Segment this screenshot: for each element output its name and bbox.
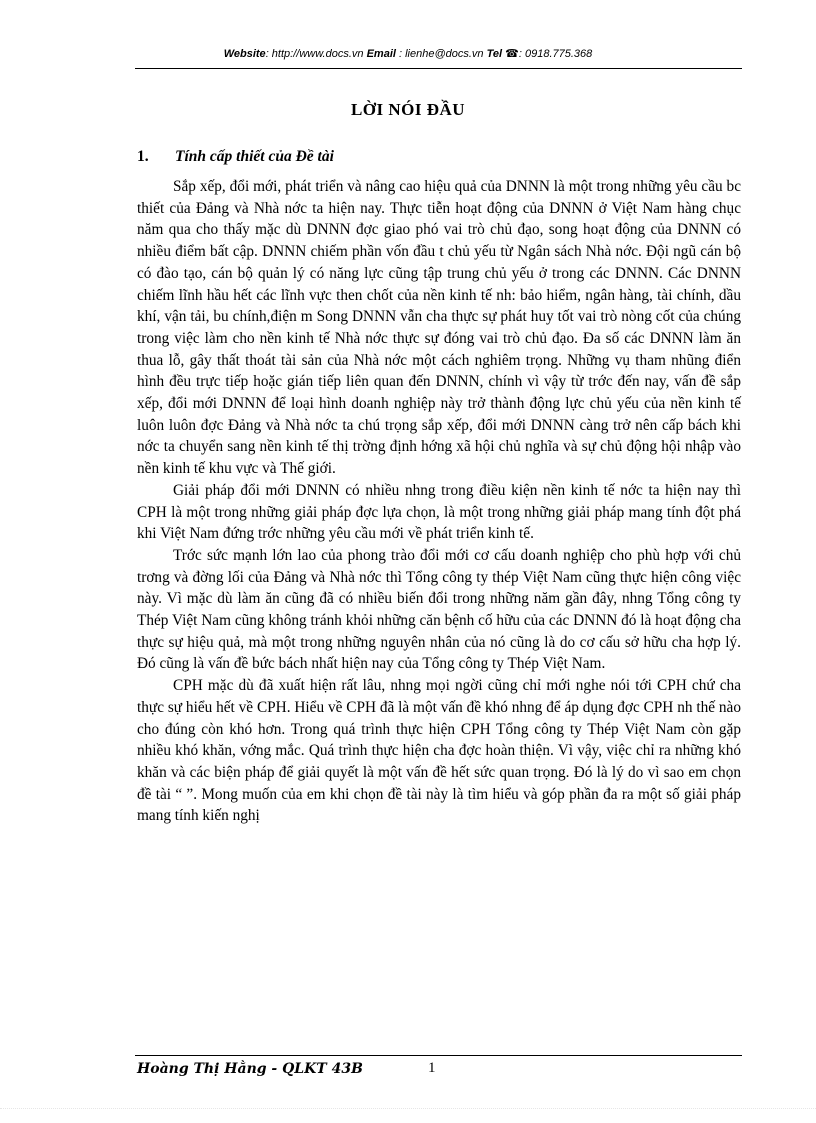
paragraph: Giải pháp đổi mới DNNN có nhiều nhng trong điều kiện nền kinh tế nớc ta hiện nay thì CPH là một trong những giải pháp đợc lựa chọn, là một trong những giải pháp mang tính đột phá khi Việt Nam đứng trớc những yêu cầu mới về phát triển kinh tế. — [137, 481, 741, 543]
paragraph: CPH mặc dù đã xuất hiện rất lâu, nhng mọi ngời cũng chỉ mới nghe nói tới CPH chứ cha thực sự hiểu hết về CPH. Hiểu về CPH đã là một vấn đề khó nhng để áp dụng đợc CPH nh thế nào cho đúng còn khó hơn. Trong quá trình thực hiện CPH Tổng công ty Thép Việt Nam còn gặp nhiều khó khăn, vớng mắc. Quá trình thực hiện cha đợc hoàn thiện. Vì vậy, việc chỉ ra những khó khăn và các biện pháp để giải quyết là một vấn đề hết sức quan trọng. Đó là lý do vì sao em chọn đề tài “ ”. Mong muốn của em khi chọn đề tài này là tìm hiểu và góp phần đa ra một số giải pháp mang tính kiến nghị — [137, 677, 741, 825]
website-value: : http://www.docs.vn — [265, 48, 364, 60]
page-edge — [0, 1108, 816, 1109]
body-text — [137, 176, 741, 827]
page-header — [0, 47, 816, 60]
website-label: Website — [223, 48, 266, 60]
email-label: Email — [366, 48, 396, 60]
email-value: : lienhe@docs.vn — [399, 48, 484, 60]
tel-value: ☎: 0918.775.368 — [505, 48, 593, 60]
paragraph: Trớc sức mạnh lớn lao của phong trào đổi mới cơ cấu doanh nghiệp cho phù hợp với chủ trơng và đờng lối của Đảng và Nhà nớc thì Tổng công ty thép Việt Nam cũng thực hiện công việc này. Vì mặc dù làm ăn cũng đã có nhiều biến đổi trong những năm gần đây, nhng Tổng công ty Thép Việt Nam cũng không tránh khỏi những căn bệnh cố hữu của các DNNN đó là hoạt động cha thực sự hiệu quả, mà một trong những nguyên nhân của nó cũng là do cơ cấu sở hữu cha hợp lý. Đó cũng là vấn đề bức bách nhất hiện nay của Tổng công ty Thép Việt Nam. — [137, 546, 741, 673]
section-heading — [137, 148, 334, 166]
page-number: 1 — [428, 1060, 436, 1076]
section-title: Tính cấp thiết của Đề tài — [175, 148, 334, 165]
paragraph: Sắp xếp, đổi mới, phát triển và nâng cao hiệu quả của DNNN là một trong những yêu cầu bc thiết của Đảng và Nhà nớc ta hiện nay. Thực tiễn hoạt động của DNNN ở Việt Nam hàng chục năm qua cho thấy mặc dù DNNN đợc giao phó vai trò chủ đạo, song hoạt động của DNNN có nhiều điểm bất cập. DNNN chiếm phần vốn đầu t chủ yếu từ Ngân sách Nhà nớc. Đội ngũ cán bộ có đào tạo, cán bộ quản lý có năng lực cũng tập trung chủ yếu ở trong các DNNN. Các DNNN chiếm lĩnh hầu hết các lĩnh vực then chốt của nền kinh tế nh: bảo hiểm, ngân hàng, tài chính, dầu khí, vận tải, bu chính,điện m Song DNNN vẫn cha thực sự phát huy tốt vai trò nòng cốt của chúng trong việc làm cho nền kinh tế Nhà nớc thực sự đóng vai trò chủ đạo. Đa số các DNNN làm ăn thua lỗ, gây thất thoát tài sản của Nhà nớc một cách nghiêm trọng. Những vụ tham nhũng điển hình đều trực tiếp hoặc gián tiếp liên quan đến DNNN, chính vì vậy từ trớc đến nay, vấn đề sắp xếp, đổi mới DNNN để loại hình doanh nghiệp này trở thành động lực chủ yếu của nền kinh tế luôn luôn đợc Đảng và Nhà nớc ta chú trọng sắp xếp, đổi mới DNNN càng trở nên cấp bách khi nớc ta chuyển sang nền kinh tế thị trờng định hớng xã hội chủ nghĩa và sự chủ động hội nhập vào nền kinh tế khu vực và Thế giới. — [137, 178, 741, 478]
section-number: 1. — [137, 148, 149, 165]
footer-author: Hoàng Thị Hằng - QLKT 43B — [137, 1061, 363, 1077]
tel-label: Tel — [486, 48, 503, 60]
page-title: LỜI NÓI ĐẦU — [350, 100, 466, 119]
footer-divider — [135, 1055, 742, 1056]
header-divider — [135, 68, 742, 69]
